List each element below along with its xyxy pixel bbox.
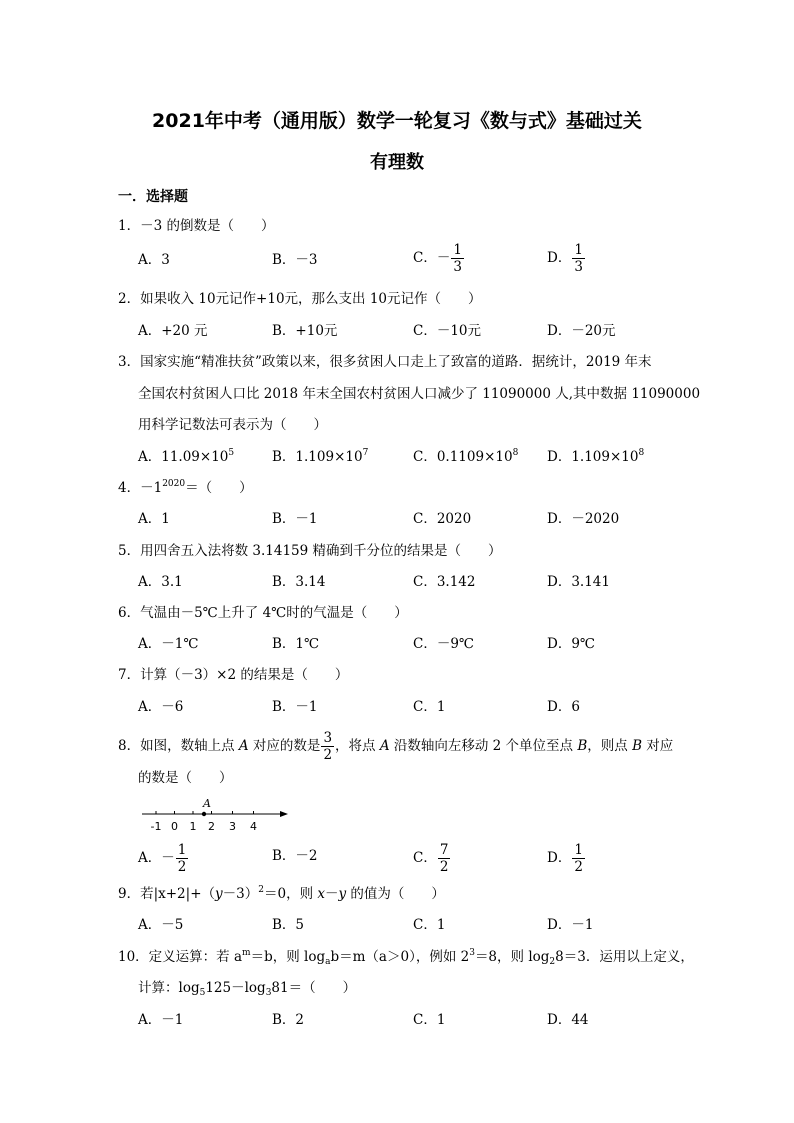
q9-option-b: B．5 bbox=[272, 917, 305, 933]
q8-point-a: A bbox=[379, 738, 390, 754]
fraction-numerator: 3 bbox=[323, 730, 333, 746]
q8-option-c-fraction bbox=[438, 842, 451, 875]
q8-text: 对应的数是 bbox=[248, 738, 321, 754]
q5-option-a: A．3.1 bbox=[138, 574, 183, 590]
question-4-stem bbox=[118, 478, 253, 498]
point-a-dot bbox=[202, 812, 206, 816]
q2-option-a: A．+20 元 bbox=[138, 323, 208, 339]
q3-option-b-base: B．1.109×10 bbox=[272, 449, 363, 465]
q10-text: ＝8，则 log bbox=[474, 949, 550, 965]
q8-text: 对应 bbox=[641, 738, 674, 754]
q3-option-d bbox=[547, 447, 644, 467]
question-5-stem: 5．用四舍五入法将数 3.14159 精确到千分位的结果是（ ） bbox=[118, 543, 502, 559]
q3-option-d-base: D．1.109×10 bbox=[547, 449, 639, 465]
q8-option-d-fraction bbox=[572, 842, 585, 875]
question-3-line-3: 用科学记数法可表示为（ ） bbox=[138, 417, 327, 433]
question-1-stem: 1．－3 的倒数是（ ） bbox=[118, 218, 275, 234]
q10-text: 81＝（ ） bbox=[271, 980, 357, 996]
section-heading: 一．选择题 bbox=[118, 189, 188, 205]
q3-option-a-exponent: 5 bbox=[228, 448, 235, 458]
q9-text: ＝0，则 bbox=[263, 886, 318, 902]
q8-option-a-fraction bbox=[176, 842, 189, 875]
q7-option-b: B．－1 bbox=[272, 699, 318, 715]
q8-option-d bbox=[547, 842, 586, 875]
q3-option-a-base: A．11.09×10 bbox=[138, 449, 229, 465]
q10-text: 125－log bbox=[205, 980, 266, 996]
q1-option-a: A．3 bbox=[138, 252, 170, 268]
q1-option-c-fraction bbox=[451, 242, 464, 275]
q7-option-c: C．1 bbox=[413, 699, 446, 715]
q2-option-d: D．－20元 bbox=[547, 323, 616, 339]
q10-subscript: a bbox=[325, 957, 331, 967]
number-line-tick-label: 3 bbox=[229, 820, 236, 833]
number-line-tick-label: -1 bbox=[150, 820, 162, 833]
q10-text: b＝m（a＞0），例如 2 bbox=[330, 949, 470, 965]
q9-variable-x: x bbox=[317, 886, 325, 902]
q9-text: 的值为（ ） bbox=[346, 886, 445, 902]
q10-superscript: 3 bbox=[469, 948, 475, 958]
q10-text: ＝b，则 log bbox=[250, 949, 326, 965]
q8-option-b: B．－2 bbox=[272, 848, 318, 864]
q1-option-d-fraction bbox=[572, 242, 585, 275]
q9-text: 9．若|x+2|+（ bbox=[118, 886, 216, 902]
q9-option-c: C．1 bbox=[413, 917, 446, 933]
q4-option-a: A．1 bbox=[138, 511, 170, 527]
q7-option-a: A．－6 bbox=[138, 699, 184, 715]
q1-option-d bbox=[547, 242, 586, 275]
q7-option-d: D．6 bbox=[547, 699, 580, 715]
q4-stem-tail: ＝（ ） bbox=[185, 480, 253, 496]
number-line-tick-label: 0 bbox=[171, 820, 178, 833]
fraction-denominator: 2 bbox=[177, 859, 187, 875]
number-line-tick-label: 4 bbox=[250, 820, 257, 833]
q6-option-d: D．9℃ bbox=[547, 636, 596, 652]
fraction-numerator: 1 bbox=[574, 242, 583, 258]
q9-variable-y: y bbox=[215, 886, 223, 902]
q8-point-b: B bbox=[577, 738, 588, 754]
question-10-line-1 bbox=[118, 947, 694, 967]
q10-text: 10．定义运算：若 a bbox=[118, 949, 243, 965]
q9-option-a: A．－5 bbox=[138, 917, 184, 933]
q3-option-c bbox=[413, 447, 518, 467]
q3-option-c-base: C．0.1109×10 bbox=[413, 449, 513, 465]
q3-option-b bbox=[272, 447, 368, 467]
q5-option-c: C．3.142 bbox=[413, 574, 476, 590]
q3-option-b-exponent: 7 bbox=[362, 448, 369, 458]
q4-stem-base: 4．－1 bbox=[118, 480, 163, 496]
question-7-stem: 7．计算（－3）×2 的结果是（ ） bbox=[118, 667, 349, 683]
q10-option-b: B．2 bbox=[272, 1012, 305, 1028]
question-10-line-2 bbox=[138, 978, 356, 998]
q9-variable-y: y bbox=[338, 886, 347, 902]
q3-option-c-exponent: 8 bbox=[512, 448, 519, 458]
q10-subscript: 2 bbox=[549, 957, 556, 967]
q8-point-a: A bbox=[238, 738, 249, 754]
q9-option-d: D．－1 bbox=[547, 917, 594, 933]
q8-option-a-prefix: A．－ bbox=[138, 850, 175, 866]
question-3-line-1: 3．国家实施“精准扶贫”政策以来，很多贫困人口走上了致富的道路．据统计，2019 年末 bbox=[118, 354, 652, 370]
q10-option-a: A．－1 bbox=[138, 1012, 184, 1028]
q9-exponent: 2 bbox=[258, 885, 264, 895]
q8-option-d-prefix: D． bbox=[547, 850, 572, 866]
question-3-line-2: 全国农村贫困人口比 2018 年末全国农村贫困人口减少了 11090000 人,其中数据 11090000 bbox=[138, 386, 701, 402]
fraction-denominator: 2 bbox=[574, 859, 583, 875]
number-line-arrow-icon bbox=[280, 811, 288, 817]
q8-text: ，将点 bbox=[335, 738, 380, 754]
document-title: 2021年中考（通用版）数学一轮复习《数与式》基础过关 bbox=[152, 110, 642, 132]
q8-text: 沿数轴向左移动 2 个单位至点 bbox=[389, 738, 578, 754]
number-line-figure bbox=[140, 796, 290, 836]
q6-option-c: C．－9℃ bbox=[413, 636, 475, 652]
q8-option-a bbox=[138, 842, 189, 875]
q6-option-b: B．1℃ bbox=[272, 636, 320, 652]
q3-option-d-exponent: 8 bbox=[638, 448, 645, 458]
q10-option-d: D．44 bbox=[547, 1012, 589, 1028]
q10-option-c: C．1 bbox=[413, 1012, 446, 1028]
q8-fraction bbox=[321, 730, 334, 763]
q1-option-d-prefix: D． bbox=[547, 250, 572, 266]
q9-text: －3） bbox=[222, 886, 259, 902]
q1-option-c bbox=[413, 242, 465, 275]
point-a-label: A bbox=[203, 797, 211, 810]
q4-option-c: C．2020 bbox=[413, 511, 472, 527]
question-2-stem: 2．如果收入 10元记作+10元，那么支出 10元记作（ ） bbox=[118, 291, 482, 307]
document-subtitle: 有理数 bbox=[370, 152, 424, 173]
q8-option-c-prefix: C． bbox=[413, 850, 437, 866]
fraction-numerator: 1 bbox=[574, 842, 583, 858]
q8-text: 8．如图，数轴上点 bbox=[118, 738, 239, 754]
q8-text: ，则点 bbox=[587, 738, 633, 754]
question-9-stem bbox=[118, 884, 445, 904]
q1-option-c-prefix: C．－ bbox=[413, 250, 451, 266]
fraction-denominator: 3 bbox=[574, 259, 583, 275]
q10-subscript: 3 bbox=[265, 988, 272, 998]
q10-subscript: 5 bbox=[199, 988, 206, 998]
q9-text: － bbox=[325, 886, 339, 902]
q5-option-b: B．3.14 bbox=[272, 574, 326, 590]
q2-option-c: C．－10元 bbox=[413, 323, 482, 339]
q1-option-b: B．－3 bbox=[272, 252, 318, 268]
fraction-denominator: 2 bbox=[439, 859, 449, 875]
fraction-numerator: 1 bbox=[453, 242, 462, 258]
q5-option-d: D．3.141 bbox=[547, 574, 610, 590]
q3-option-a bbox=[138, 447, 234, 467]
q6-option-a: A．－1℃ bbox=[138, 636, 199, 652]
q8-point-b: B bbox=[632, 738, 642, 754]
q2-option-b: B．+10元 bbox=[272, 323, 338, 339]
q10-text: 8＝3．运用以上定义， bbox=[555, 949, 694, 965]
fraction-numerator: 7 bbox=[439, 842, 449, 858]
question-8-line-2: 的数是（ ） bbox=[138, 770, 233, 786]
q10-superscript: m bbox=[242, 948, 251, 958]
fraction-numerator: 1 bbox=[177, 842, 187, 858]
number-line-tick-label: 2 bbox=[208, 820, 215, 833]
question-6-stem: 6．气温由－5℃上升了 4℃时的气温是（ ） bbox=[118, 605, 408, 621]
q4-stem-exponent: 2020 bbox=[162, 479, 186, 489]
fraction-denominator: 2 bbox=[323, 747, 333, 763]
number-line-tick-label: 1 bbox=[189, 820, 197, 833]
q4-option-d: D．－2020 bbox=[547, 511, 620, 527]
question-8-line-1 bbox=[118, 730, 673, 763]
q10-text: 计算：log bbox=[138, 980, 200, 996]
fraction-denominator: 3 bbox=[453, 259, 462, 275]
q8-option-c bbox=[413, 842, 451, 875]
q4-option-b: B．－1 bbox=[272, 511, 318, 527]
